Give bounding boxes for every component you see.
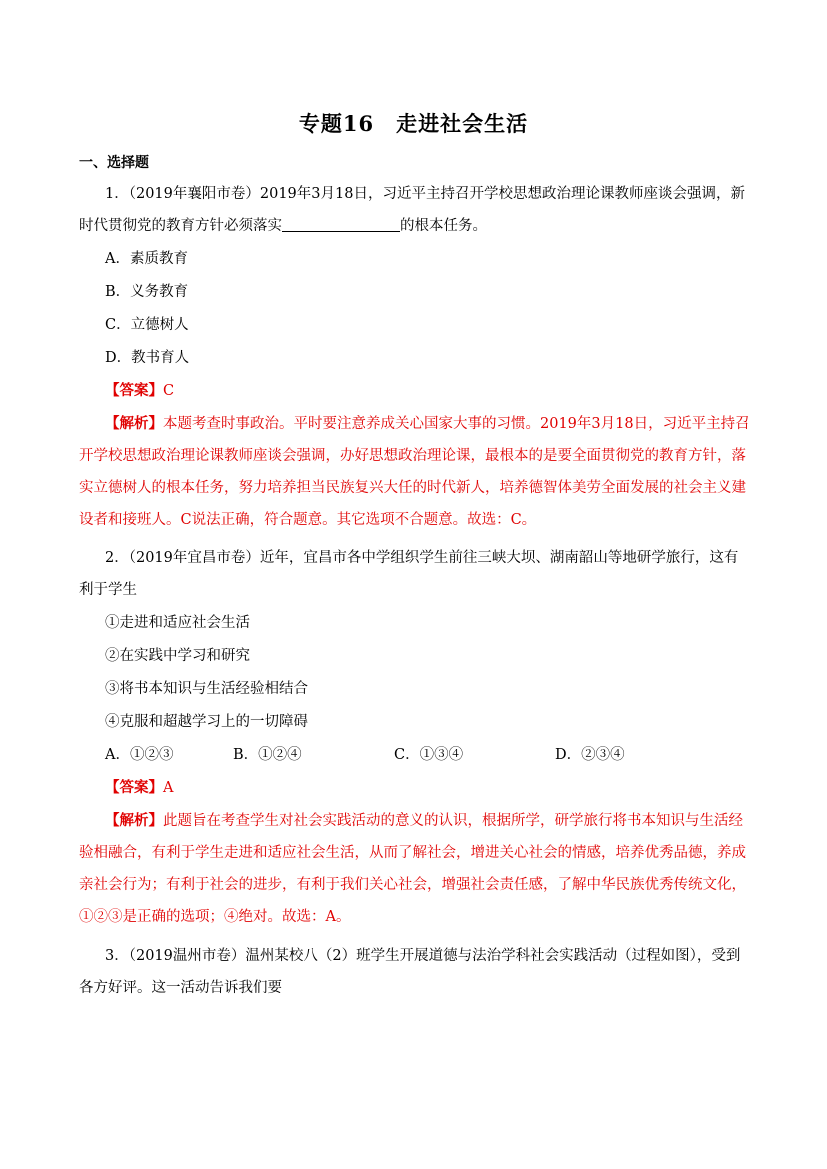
- question-2-option-b: B．①②④: [233, 747, 302, 763]
- question-2-stem: 2．（2019年宜昌市卷）近年，宜昌市各中学组织学生前往三峡大坝、湖南韶山等地研学旅行，这有利于学生: [79, 550, 739, 598]
- answer-blank: [282, 213, 400, 232]
- analysis-label: 【解析】: [105, 812, 163, 829]
- analysis-text: 此题旨在考查学生对社会实践活动的意义的认识，根据所学，研学旅行将书本知识与生活经验相融合，有利于学生走进和适应社会生活，从而了解社会，增进关心社会的情感，培养优秀品德，养成亲社会行为；有利于社会的进步，有利于我们关心社会，增强社会责任感，了解中华民族优秀传统文化，①②③是正确的选项；④绝对。故选：A。: [79, 813, 746, 925]
- question-2-item-2: ②在实践中学习和研究: [105, 648, 250, 664]
- section-heading: 一、选择题: [79, 155, 149, 171]
- answer-label: 【答案】: [105, 382, 163, 399]
- question-1-option-a: A．素质教育: [105, 251, 188, 267]
- question-3-stem: 3．（2019温州市卷）温州某校八（2）班学生开展道德与法治学科社会实践活动（过程如图），受到各方好评。这一活动告诉我们要: [79, 948, 741, 996]
- question-1-stem-end: 的根本任务。: [400, 218, 487, 234]
- answer-value: C: [163, 383, 175, 399]
- question-1-option-b: B．义务教育: [105, 284, 189, 300]
- question-2-option-c: C．①③④: [394, 747, 464, 763]
- question-1-analysis: [79, 408, 751, 536]
- question-2-analysis: [79, 805, 751, 933]
- question-1-stem: [79, 178, 751, 242]
- question-2-answer: [105, 772, 173, 804]
- question-2-item-4: ④克服和超越学习上的一切障碍: [105, 714, 308, 730]
- answer-value: A: [163, 780, 174, 796]
- question-1-answer: [105, 375, 174, 407]
- question-1-option-d: D．教书育人: [105, 350, 190, 366]
- page-title: 专题16 走进社会生活: [298, 111, 529, 136]
- analysis-label: 【解析】: [105, 415, 163, 432]
- analysis-text: 本题考查时事政治。平时要注意养成关心国家大事的习惯。2019年3月18日，习近平主持召开学校思想政治理论课教师座谈会强调，办好思想政治理论课，最根本的是要全面贯彻党的教育方针，落实立德树人的根本任务，努力培养担当民族复兴大任的时代新人，培养德智体美劳全面发展的社会主义建设者和接班人。C说法正确，符合题意。其它选项不合题意。故选：C。: [79, 416, 750, 528]
- question-2-option-d: D．②③④: [555, 747, 625, 763]
- question-2-item-3: ③将书本知识与生活经验相结合: [105, 681, 308, 697]
- answer-label: 【答案】: [105, 779, 163, 796]
- question-2-item-1: ①走进和适应社会生活: [105, 615, 250, 631]
- question-1-option-c: C．立德树人: [105, 317, 189, 333]
- question-1-stem-text: 1．（2019年襄阳市卷）2019年3月18日，习近平主持召开学校思想政治理论课教师座谈会强调，新时代贯彻党的教育方针必须落实: [79, 186, 745, 234]
- question-2-option-a: A．①②③: [105, 747, 174, 763]
